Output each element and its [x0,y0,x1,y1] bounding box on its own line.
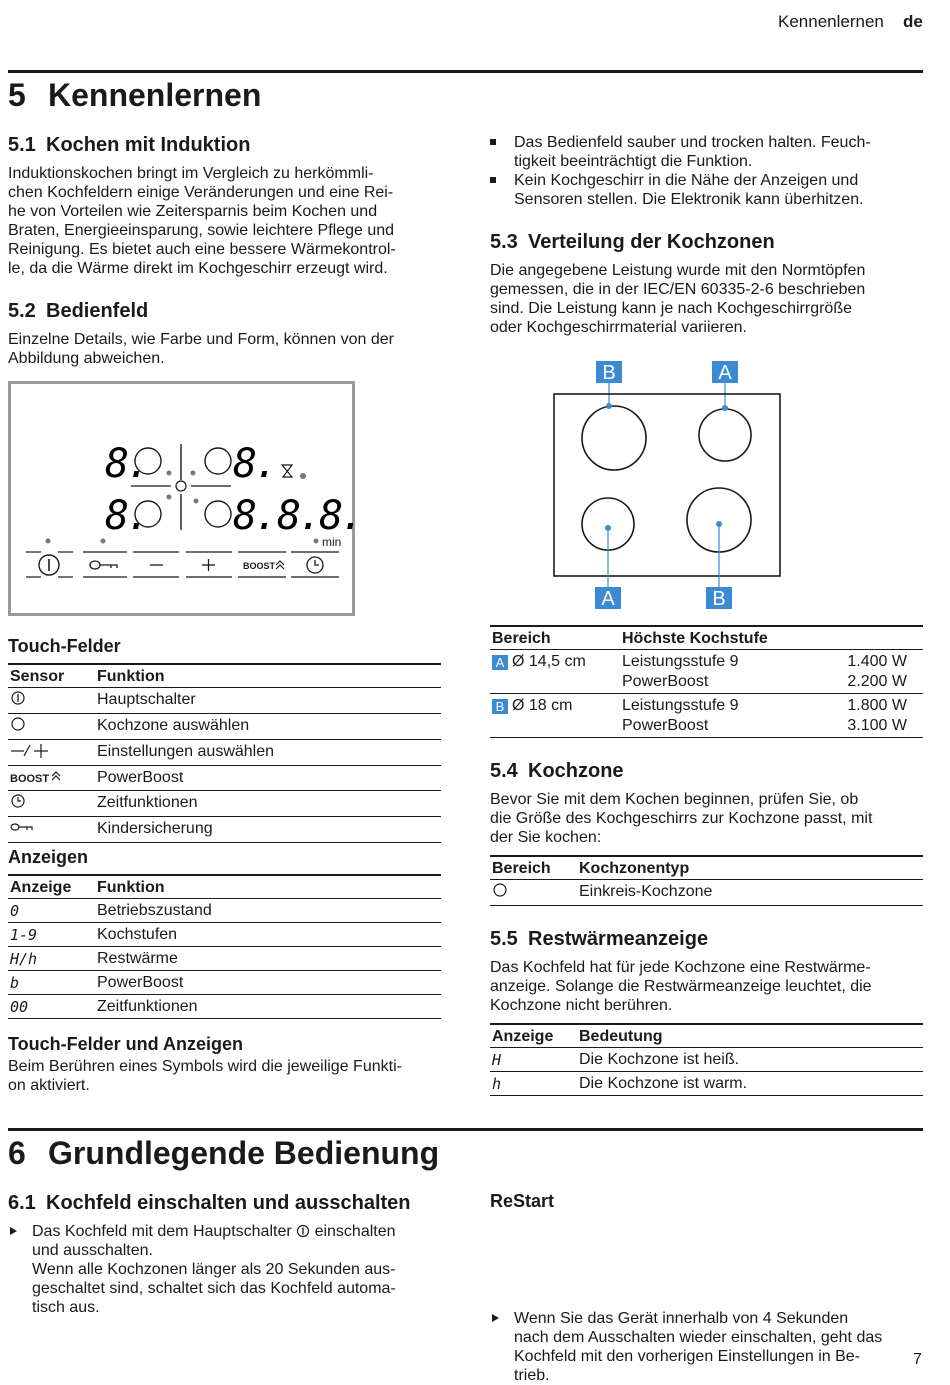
column-header-empty [820,626,923,650]
level-text: PowerBoost [622,673,709,690]
chapter-5-heading [8,77,261,113]
section-title: Kochzone [528,760,624,782]
led-dot [101,539,106,544]
function-cell: Zeitfunktionen [95,791,441,817]
column-header: Anzeige [8,875,95,899]
section-5-1-text [8,164,438,278]
text-line: anzeige. Solange die Restwärmeanzeige leuchtet, die [490,978,872,995]
text-line: die Größe des Kochgeschirrs zur Kochzone passt, mit [490,810,873,827]
chapter-6-heading [8,1135,439,1171]
display-digit: 8. [233,493,276,539]
function-cell: Zeitfunktionen [95,995,441,1019]
text-line: Die angegebene Leistung wurde mit den Normtöpfen [490,262,866,279]
zone-badge: A [492,655,508,670]
column-header: Funktion [95,875,441,899]
function-cell: PowerBoost [95,971,441,995]
display-symbol: b [8,971,95,995]
hourglass-icon [282,465,292,477]
zones-power-table-wrap [490,625,923,738]
zone-label: A [601,588,615,610]
zone-type-table-wrap [490,855,923,906]
section-number: 5.3 [490,231,518,253]
table-row [8,714,441,740]
touch-fields-heading: Touch-Felder [8,636,121,656]
table-row [8,791,441,817]
meaning-cell: Die Kochzone ist heiß. [577,1048,923,1072]
table-row [8,995,441,1019]
chapter-number: 6 [8,1135,26,1171]
text-line: Braten, Energieeinsparung, sowie leichtere Pflege und [8,222,395,239]
timer-display: 8.8. [277,493,362,539]
text-line: Das Bedienfeld sauber und trocken halten. Feuch- [514,134,871,151]
text-line: Sensoren stellen. Die Elektronik kann überhitzen. [514,191,864,208]
table-row [490,1048,923,1072]
chapter-rule-top [8,70,923,73]
led-dot [167,495,172,500]
text-line: der Sie kochen: [490,829,602,846]
zone-type-cell: Einkreis-Kochzone [577,880,923,906]
led-dot [300,473,306,479]
text-line: le, da die Wärme direkt im Kochgeschirr erzeugt wird. [8,260,388,277]
power-icon [296,1224,310,1238]
running-header-lang: de [903,12,923,31]
text-line: Einzelne Details, wie Farbe und Form, können von der [8,331,394,348]
text-line: trieb. [514,1367,550,1384]
text-line: Wenn alle Kochzonen länger als 20 Sekunden aus- [32,1261,396,1278]
text-line: Kochzone nicht berühren. [490,997,673,1014]
running-header-section: Kennenlernen [778,12,884,31]
function-cell: Kindersicherung [95,817,441,843]
level-text: PowerBoost [622,717,709,734]
zone-label: A [718,362,732,384]
display-digit: 8. [105,493,148,539]
section-title: Restwärmeanzeige [528,928,709,950]
table-row [490,1072,923,1096]
zone-badge: B [492,699,508,714]
function-cell: PowerBoost [95,766,441,791]
instruction-step [8,1222,441,1317]
text-line: nach dem Ausschalten wieder einschalten, geht das [514,1329,883,1346]
page-number: 7 [913,1351,922,1368]
zones-power-table [490,625,923,738]
text-line: Beim Berühren eines Symbols wird die jeweilige Funkti- [8,1058,402,1075]
display-symbol: 0 [8,899,95,923]
function-cell: Einstellungen auswählen [95,740,441,766]
text-line: chen Kochfeldern einige Veränderungen und eine Rei- [8,184,394,201]
table-row [8,688,441,714]
section-number: 5.4 [490,760,518,782]
text-line: sind. Die Leistung kann je nach Kochgeschirrgröße [490,300,852,317]
section-title: Verteilung der Kochzonen [528,231,775,253]
column-header: Bedeutung [577,1024,923,1048]
led-dot [167,471,172,476]
power-button-icon [39,555,59,575]
zone-a-circle [699,409,751,461]
text-line: Kochfeld mit den vorherigen Einstellungen in Be- [514,1348,860,1365]
chapter-rule [8,1128,923,1131]
step-arrow-icon [10,1227,17,1235]
plus-icon [202,559,215,571]
touch-and-displays-text [8,1057,441,1095]
section-title: Kochfeld einschalten und ausschalten [46,1192,411,1214]
meaning-cell: Die Kochzone ist warm. [577,1072,923,1096]
chapter-title: Grundlegende Bedienung [48,1135,440,1171]
display-symbol: H/h [8,947,95,971]
text-line: Abbildung abweichen. [8,350,165,367]
text-line: he von Vorteilen wie Zeitersparnis beim Kochen und [8,203,378,220]
watt-value: 2.200 W [847,673,907,690]
text-line: oder Kochgeschirrmaterial variieren. [490,319,747,336]
section-5-2-text [8,330,438,368]
text-line: gemessen, die in der IEC/EN 60335-2-6 beschrieben [490,281,866,298]
function-cell: Restwärme [95,947,441,971]
text-line: Wenn Sie das Gerät innerhalb von 4 Sekunden [514,1310,849,1327]
control-panel-illustration [8,381,362,616]
clock-icon [10,793,26,809]
function-cell: Hauptschalter [95,688,441,714]
boost-label: BOOST [243,561,276,571]
column-header: Kochzonentyp [577,856,923,880]
text-line: und ausschalten. [32,1242,153,1259]
text-line: tisch aus. [32,1299,100,1316]
touch-fields-table-wrap [8,663,441,843]
text-line: geschaltet sind, schaltet sich das Kochfeld automa- [32,1280,396,1297]
zone-b-circle [582,406,646,470]
boost-chevron-icon [49,768,63,782]
displays-table [8,874,441,1019]
clock-button-icon [307,557,323,573]
zone-type-table [490,855,923,906]
control-panel-drawing [11,384,362,613]
display-digit: 8. [233,441,276,487]
column-header: Bereich [490,626,620,650]
leader-dot [722,405,728,411]
care-bullet-list [490,133,920,209]
section-5-3-text [490,261,920,337]
watt-value: 1.800 W [847,697,907,714]
min-label: min [322,535,342,549]
table-row [8,899,441,923]
text-line: Kein Kochgeschirr in die Nähe der Anzeigen und [514,172,859,189]
led-dot [191,471,196,476]
table-row [8,923,441,947]
column-header: Höchste Kochstufe [620,626,820,650]
column-header: Bereich [490,856,577,880]
level-text: Leistungsstufe 9 [622,653,739,670]
column-header: Funktion [95,664,441,688]
table-row [8,740,441,766]
led-dot [314,539,319,544]
displays-heading: Anzeigen [8,847,89,867]
column-header: Anzeige [490,1024,577,1048]
step-arrow-icon [492,1314,499,1322]
table-row [8,947,441,971]
section-5-5-text [490,958,920,1015]
bullet-square-icon [490,177,496,183]
display-symbol: h [490,1072,577,1096]
text-line: on aktiviert. [8,1077,90,1094]
table-row [490,694,923,738]
clock-icon [176,481,186,491]
section-5-1-heading [8,133,250,157]
display-digit: 8. [105,441,148,487]
section-5-4-heading [490,759,624,783]
zone-size: Ø 14,5 cm [512,653,586,670]
text-segment: Das Kochfeld mit dem Hauptschalter [32,1223,292,1240]
table-row [8,971,441,995]
minus-plus-icon [10,742,50,758]
section-5-2-heading [8,299,148,323]
section-5-5-heading [490,927,708,951]
power-icon [10,690,26,706]
section-number: 6.1 [8,1192,36,1214]
text-line: tigkeit beeinträchtigt die Funktion. [514,153,753,170]
display-symbol: 1-9 [8,923,95,947]
chapter-number: 5 [8,77,26,113]
section-6-1-heading [8,1191,411,1215]
function-cell: Kochstufen [95,923,441,947]
cooking-zones-diagram [548,356,788,616]
display-symbol: 00 [8,995,95,1019]
zone-label: B [712,588,726,610]
zone-circle-icon [205,501,231,527]
chapter-title: Kennenlernen [48,77,262,113]
table-row [8,766,441,791]
column-header: Sensor [8,664,95,688]
table-row [8,817,441,843]
bullet-item [490,133,920,171]
function-cell: Kochzone auswählen [95,714,441,740]
bullet-item [490,171,920,209]
section-title: Bedienfeld [46,300,149,322]
section-number: 5.1 [8,134,36,156]
section-number: 5.5 [490,928,518,950]
zone-label: B [602,362,616,384]
restart-heading: ReStart [490,1191,555,1211]
led-dot [46,539,51,544]
function-cell: Betriebszustand [95,899,441,923]
table-row [490,880,923,906]
zone-size: Ø 18 cm [512,697,573,714]
section-5-4-text [490,790,920,847]
led-dot [194,499,199,504]
hob-outline [554,394,780,576]
section-title: Kochen mit Induktion [46,134,251,156]
zone-circle-icon [205,448,231,474]
residual-heat-table [490,1023,923,1096]
leader-dot [606,403,612,409]
text-segment: einschalten [314,1223,396,1240]
section-5-3-heading [490,230,775,254]
section-number: 5.2 [8,300,36,322]
touch-fields-table [8,663,441,843]
touch-and-displays-heading: Touch-Felder und Anzeigen [8,1034,243,1054]
circle-icon [10,716,26,732]
key-icon [10,819,34,835]
boost-chevron-icon [276,561,284,569]
watt-value: 3.100 W [847,717,907,734]
displays-table-wrap [8,874,441,1019]
text-line: Reinigung. Es bietet auch eine bessere Wärmekontrol- [8,241,396,258]
text-line: Bevor Sie mit dem Kochen beginnen, prüfen Sie, ob [490,791,859,808]
circle-icon [492,882,508,898]
boost-icon: BOOST [10,773,50,785]
text-line: Induktionskochen bringt im Vergleich zu herkömmli- [8,165,374,182]
bullet-square-icon [490,139,496,145]
level-text: Leistungsstufe 9 [622,697,739,714]
restart-step [490,1309,923,1385]
watt-value: 1.400 W [847,653,907,670]
display-symbol: H [490,1048,577,1072]
table-row [490,650,923,694]
key-icon [90,561,117,569]
residual-heat-table-wrap [490,1023,923,1096]
text-line: Das Kochfeld hat für jede Kochzone eine Restwärme- [490,959,871,976]
